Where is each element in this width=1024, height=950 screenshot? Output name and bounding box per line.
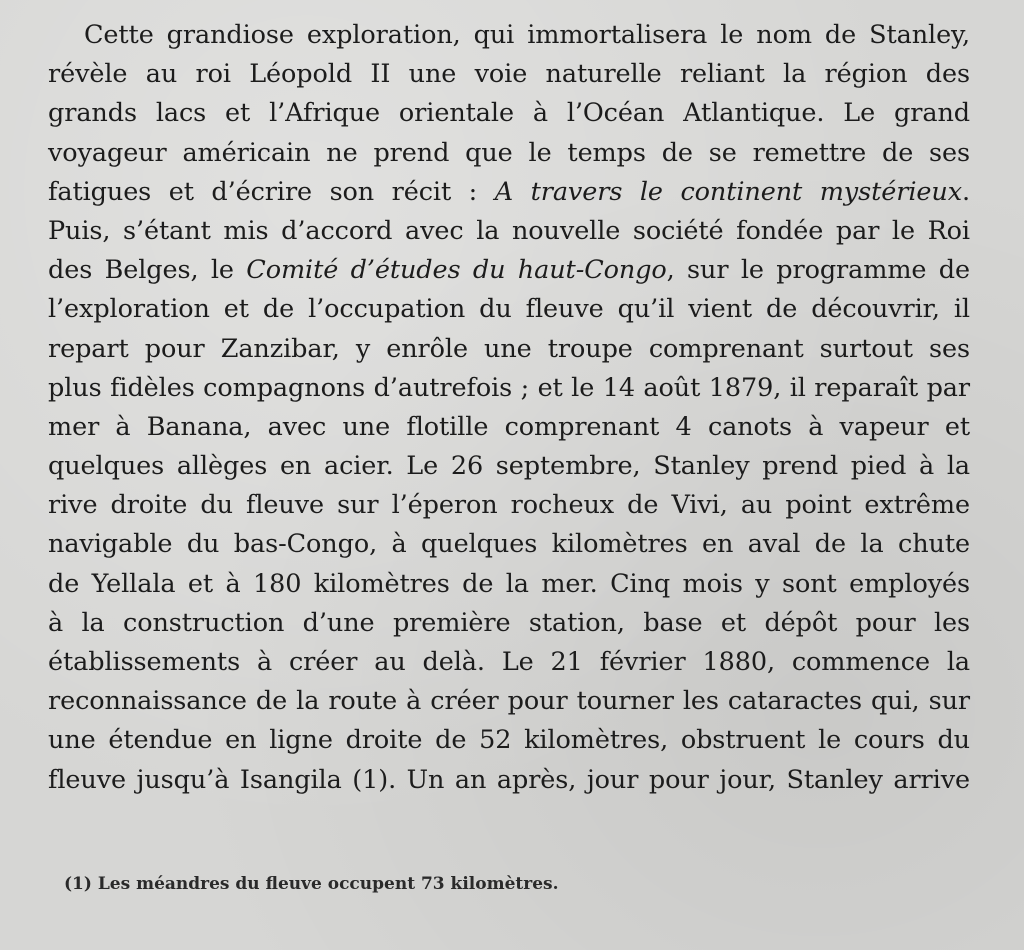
text-line-16: à la construction d’une première station, base et dépôt pour les xyxy=(48,607,970,638)
text-line-10: plus fidèles compagnons d’autrefois ; et le 14 août 1879, il reparaît par xyxy=(48,372,970,403)
text-line-7: des Belges, le Comité d’études du haut-Congo, sur le programme de xyxy=(48,255,970,286)
text-line-8: l’exploration et de l’occupation du fleuve qu’il vient de découvrir, il xyxy=(48,294,970,325)
text-line-17: établissements à créer au delà. Le 21 février 1880, commence la xyxy=(48,647,970,677)
text-line-6: Puis, s’étant mis d’accord avec la nouvelle société fondée par le Roi xyxy=(48,215,970,246)
text-line-15: de Yellala et à 180 kilomètres de la mer. Cinq mois y sont employés xyxy=(48,568,970,599)
text-line-5: fatigues et d’écrire son récit : A travers le continent mystérieux. xyxy=(48,176,970,207)
text-line-18: reconnaissance de la route à créer pour tourner les cataractes qui, sur xyxy=(48,686,970,717)
book-title-italic: A travers le continent mystérieux xyxy=(494,176,962,207)
text-line-20: fleuve jusqu’à Isangila (1). Un an après, jour pour jour, Stanley arrive xyxy=(48,764,970,795)
text-line-2: révèle au roi Léopold II une voie naturelle reliant la région des xyxy=(48,59,970,90)
footnote: (1) Les méandres du fleuve occupent 73 kilomètres. xyxy=(64,874,559,894)
text-line-9: repart pour Zanzibar, y enrôle une troupe comprenant surtout ses xyxy=(48,333,970,364)
committee-name-italic: Comité d’études du haut-Congo xyxy=(246,255,667,286)
body-paragraph xyxy=(48,16,970,800)
text-line-4: voyageur américain ne prend que le temps de se remettre de ses xyxy=(48,137,970,168)
text-line-12: quelques allèges en acier. Le 26 septembre, Stanley prend pied à la xyxy=(48,451,970,482)
text-line-1: Cette grandiose exploration, qui immortalisera le nom de Stanley, xyxy=(84,20,970,50)
text-line-11: mer à Banana, avec une flotille comprenant 4 canots à vapeur et xyxy=(48,411,970,442)
text-line-19: une étendue en ligne droite de 52 kilomètres, obstruent le cours du xyxy=(48,725,970,756)
text-line-3: grands lacs et l’Afrique orientale à l’Océan Atlantique. Le grand xyxy=(48,98,970,129)
text-line-14: navigable du bas-Congo, à quelques kilomètres en aval de la chute xyxy=(48,529,970,560)
text-line-13: rive droite du fleuve sur l’éperon rocheux de Vivi, au point extrême xyxy=(48,490,970,521)
